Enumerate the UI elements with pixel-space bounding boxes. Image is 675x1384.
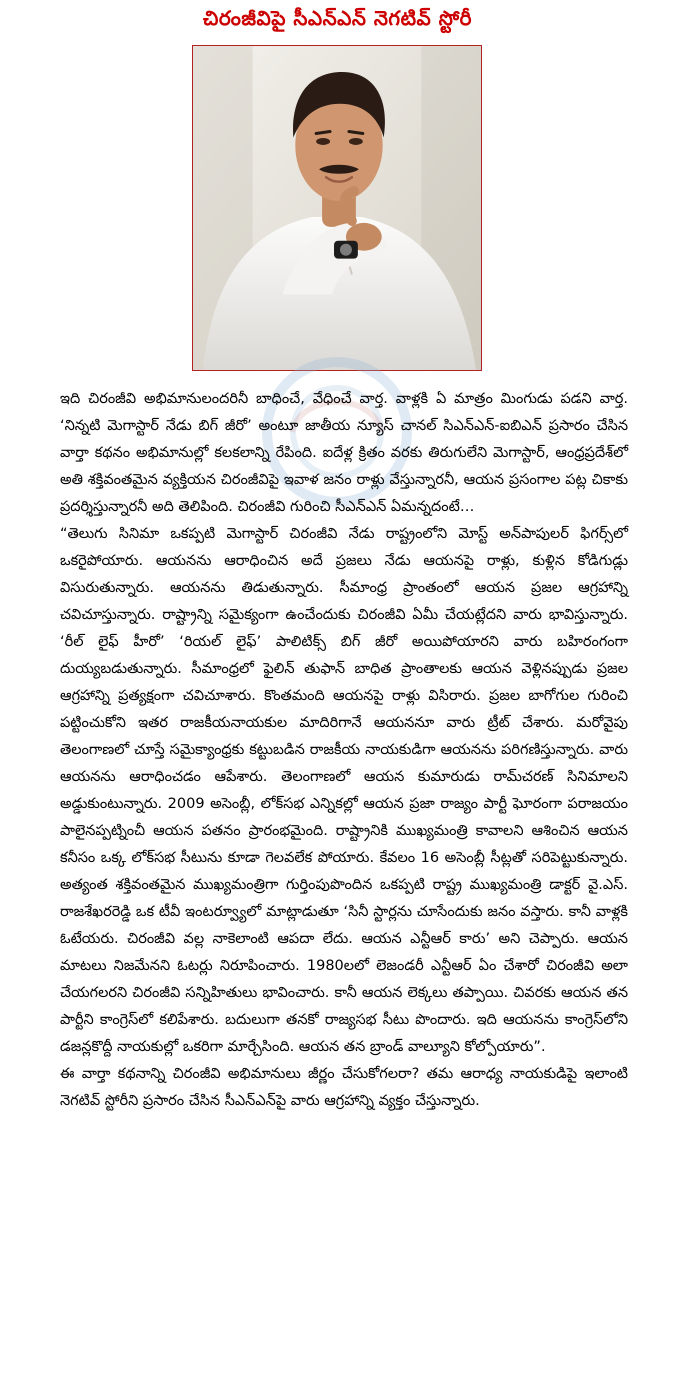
article-paragraph-quote: “తెలుగు సినిమా ఒకప్పటి మెగాస్టార్ చిరంజీవి నేడు రాష్ట్రంలోని మోస్ట్ అన్‌పాపులర్ ఫిగర్స్‌లో ఒకరైపోయారు. ఆయనను ఆరాధించిన అదే ప్రజలు నేడు ఆయనపై రాళ్లు, కుళ్లిన కోడిగుడ్లు విసురుతున్నారు. ఆయనను తిడుతున్నారు. సీమాంధ్ర ప్రాంతంలో ఆయన ప్రజల ఆగ్రహాన్ని చవిచూస్తున్నారు. రాష్ట్రాన్ని సమైక్యంగా ఉంచేందుకు చిరంజీవి ఏమీ చేయట్లేదని వారు భావిస్తున్నారు. ‘రీల్ లైఫ్ హీరో’ ‘రియల్ లైఫ్’ పాలిటిక్స్ బిగ్ జీరో అయిపోయారని వారు బహిరంగంగా దుయ్యబడుతున్నారు. సీమాంధ్రలో ఫైలిన్ తుఫాన్ బాధిత ప్రాంతాలకు ఆయన వెళ్లినప్పుడు ప్రజల ఆగ్రహాన్ని ప్రత్యక్షంగా చవిచూశారు. కొంతమంది ఆయనపై రాళ్లు విసిరారు. ప్రజల బాగోగుల గురించి పట్టించుకోని ఇతర రాజకీయనాయకుల మాదిరిగానే ఆయననూ వారు ట్రీట్ చేశారు. మరోవైపు తెలంగాణలో చూస్తే సమైక్యాంధ్రకు కట్టుబడిన రాజకీయ నాయకుడిగా ఆయనను పరిగణిస్తున్నారు. వారు ఆయనను ఆరాధించడం ఆపేశారు. తెలంగాణలో ఆయన కుమారుడు రామ్‌చరణ్ సినిమాలని అడ్డుకుంటున్నారు. 2009 అసెంబ్లీ, లోక్‌సభ ఎన్నికల్లో ఆయన ప్రజా రాజ్యం పార్టీ ఘోరంగా పరాజయం పాలైనప్పట్నించీ ఆయన పతనం ప్రారంభమైంది. రాష్ట్రానికి ముఖ్యమంత్రి కావాలని ఆశించిన ఆయన కనీసం ఒక్క లోక్‌సభ సీటును కూడా గెలవలేక పోయారు. కేవలం 16 అసెంబ్లీ సీట్లతో సరిపెట్టుకున్నారు. అత్యంత శక్తివంతమైన ముఖ్యమంత్రిగా గుర్తింపుపొందిన ఒకప్పటి రాష్ట్ర ముఖ్యమంత్రి డాక్టర్ వై.ఎస్. రాజశేఖరరెడ్డి ఒక టీవీ ఇంటర్వ్యూలో మాట్లాడుతూ ‘సినీ స్టార్లను చూసేందుకు జనం వస్తారు. కానీ వాళ్లకి ఓటేయరు. చిరంజీవి వల్ల నాకెలాంటి ఆపదా లేదు. ఆయన ఎన్టీఆర్ కారు’ అని చెప్పారు. ఆయన మాటలు నిజమేనని ఓటర్లు నిరూపించారు. 1980లలో లెజండరీ ఎన్టీఆర్ ఏం చేశారో చిరంజీవి అలా చేయగలరని చిరంజీవి సన్నిహితులు భావించారు. కానీ ఆయన లెక్కలు తప్పాయి. చివరకు ఆయన తన పార్టీని కాంగ్రెస్‌లో కలిపేశారు. బదులుగా తనకో రాజ్యసభ సీటు పొందారు. ఇది ఆయనను కాంగ్రెస్‌లోని డజన్లకొద్దీ నాయకుల్లో ఒకరిగా మార్చేసింది. ఆయన తన బ్రాండ్ వాల్యూని కోల్పోయారు”.: [60, 526, 628, 1055]
article-paragraph-closing: ఈ వార్తా కథనాన్ని చిరంజీవి అభిమానులు జీర్ణం చేసుకోగలరా? తమ ఆరాధ్య నాయకుడిపై ఇలాంటి నెగటివ్ స్టోరీని ప్రసారం చేసిన సీఎన్ఎన్‌పై వారు ఆగ్రహాన్ని వ్యక్తం చేస్తున్నారు.: [60, 1066, 628, 1109]
article-photo: [192, 45, 482, 371]
article-body: [60, 386, 628, 1115]
article-headline: చిరంజీవిపై సీఎన్ఎన్ నెగటివ్ స్టోరీ: [203, 6, 472, 30]
portrait-illustration: [193, 46, 481, 370]
article-paragraph-intro: ఇది చిరంజీవి అభిమానులందరినీ బాధించే, వేధించే వార్త. వాళ్లకి ఏ మాత్రం మింగుడు పడని వార్త. ‘నిన్నటి మెగాస్టార్ నేడు బిగ్ జీరో’ అంటూ జాతీయ న్యూస్ చానల్ సిఎన్ఎన్-ఐబిఎన్ ప్రసారం చేసిన వార్తా కథనం అభిమానుల్లో కలకలాన్ని రేపింది. ఐదేళ్ల క్రితం వరకు తిరుగులేని మెగాస్టార్, ఆంధ్రప్రదేశ్‌లో అతి శక్తివంతమైన వ్యక్తియన చిరంజీవిపై ఇవాళ జనం రాళ్లు వేస్తున్నారనీ, ఆయన ప్రసంగాల పట్ల చికాకు ప్రదర్శిస్తున్నారనీ అది తెలిపింది. చిరంజీవి గురించి సీఎన్ఎన్ ఏమన్నదంటే…: [60, 391, 628, 515]
